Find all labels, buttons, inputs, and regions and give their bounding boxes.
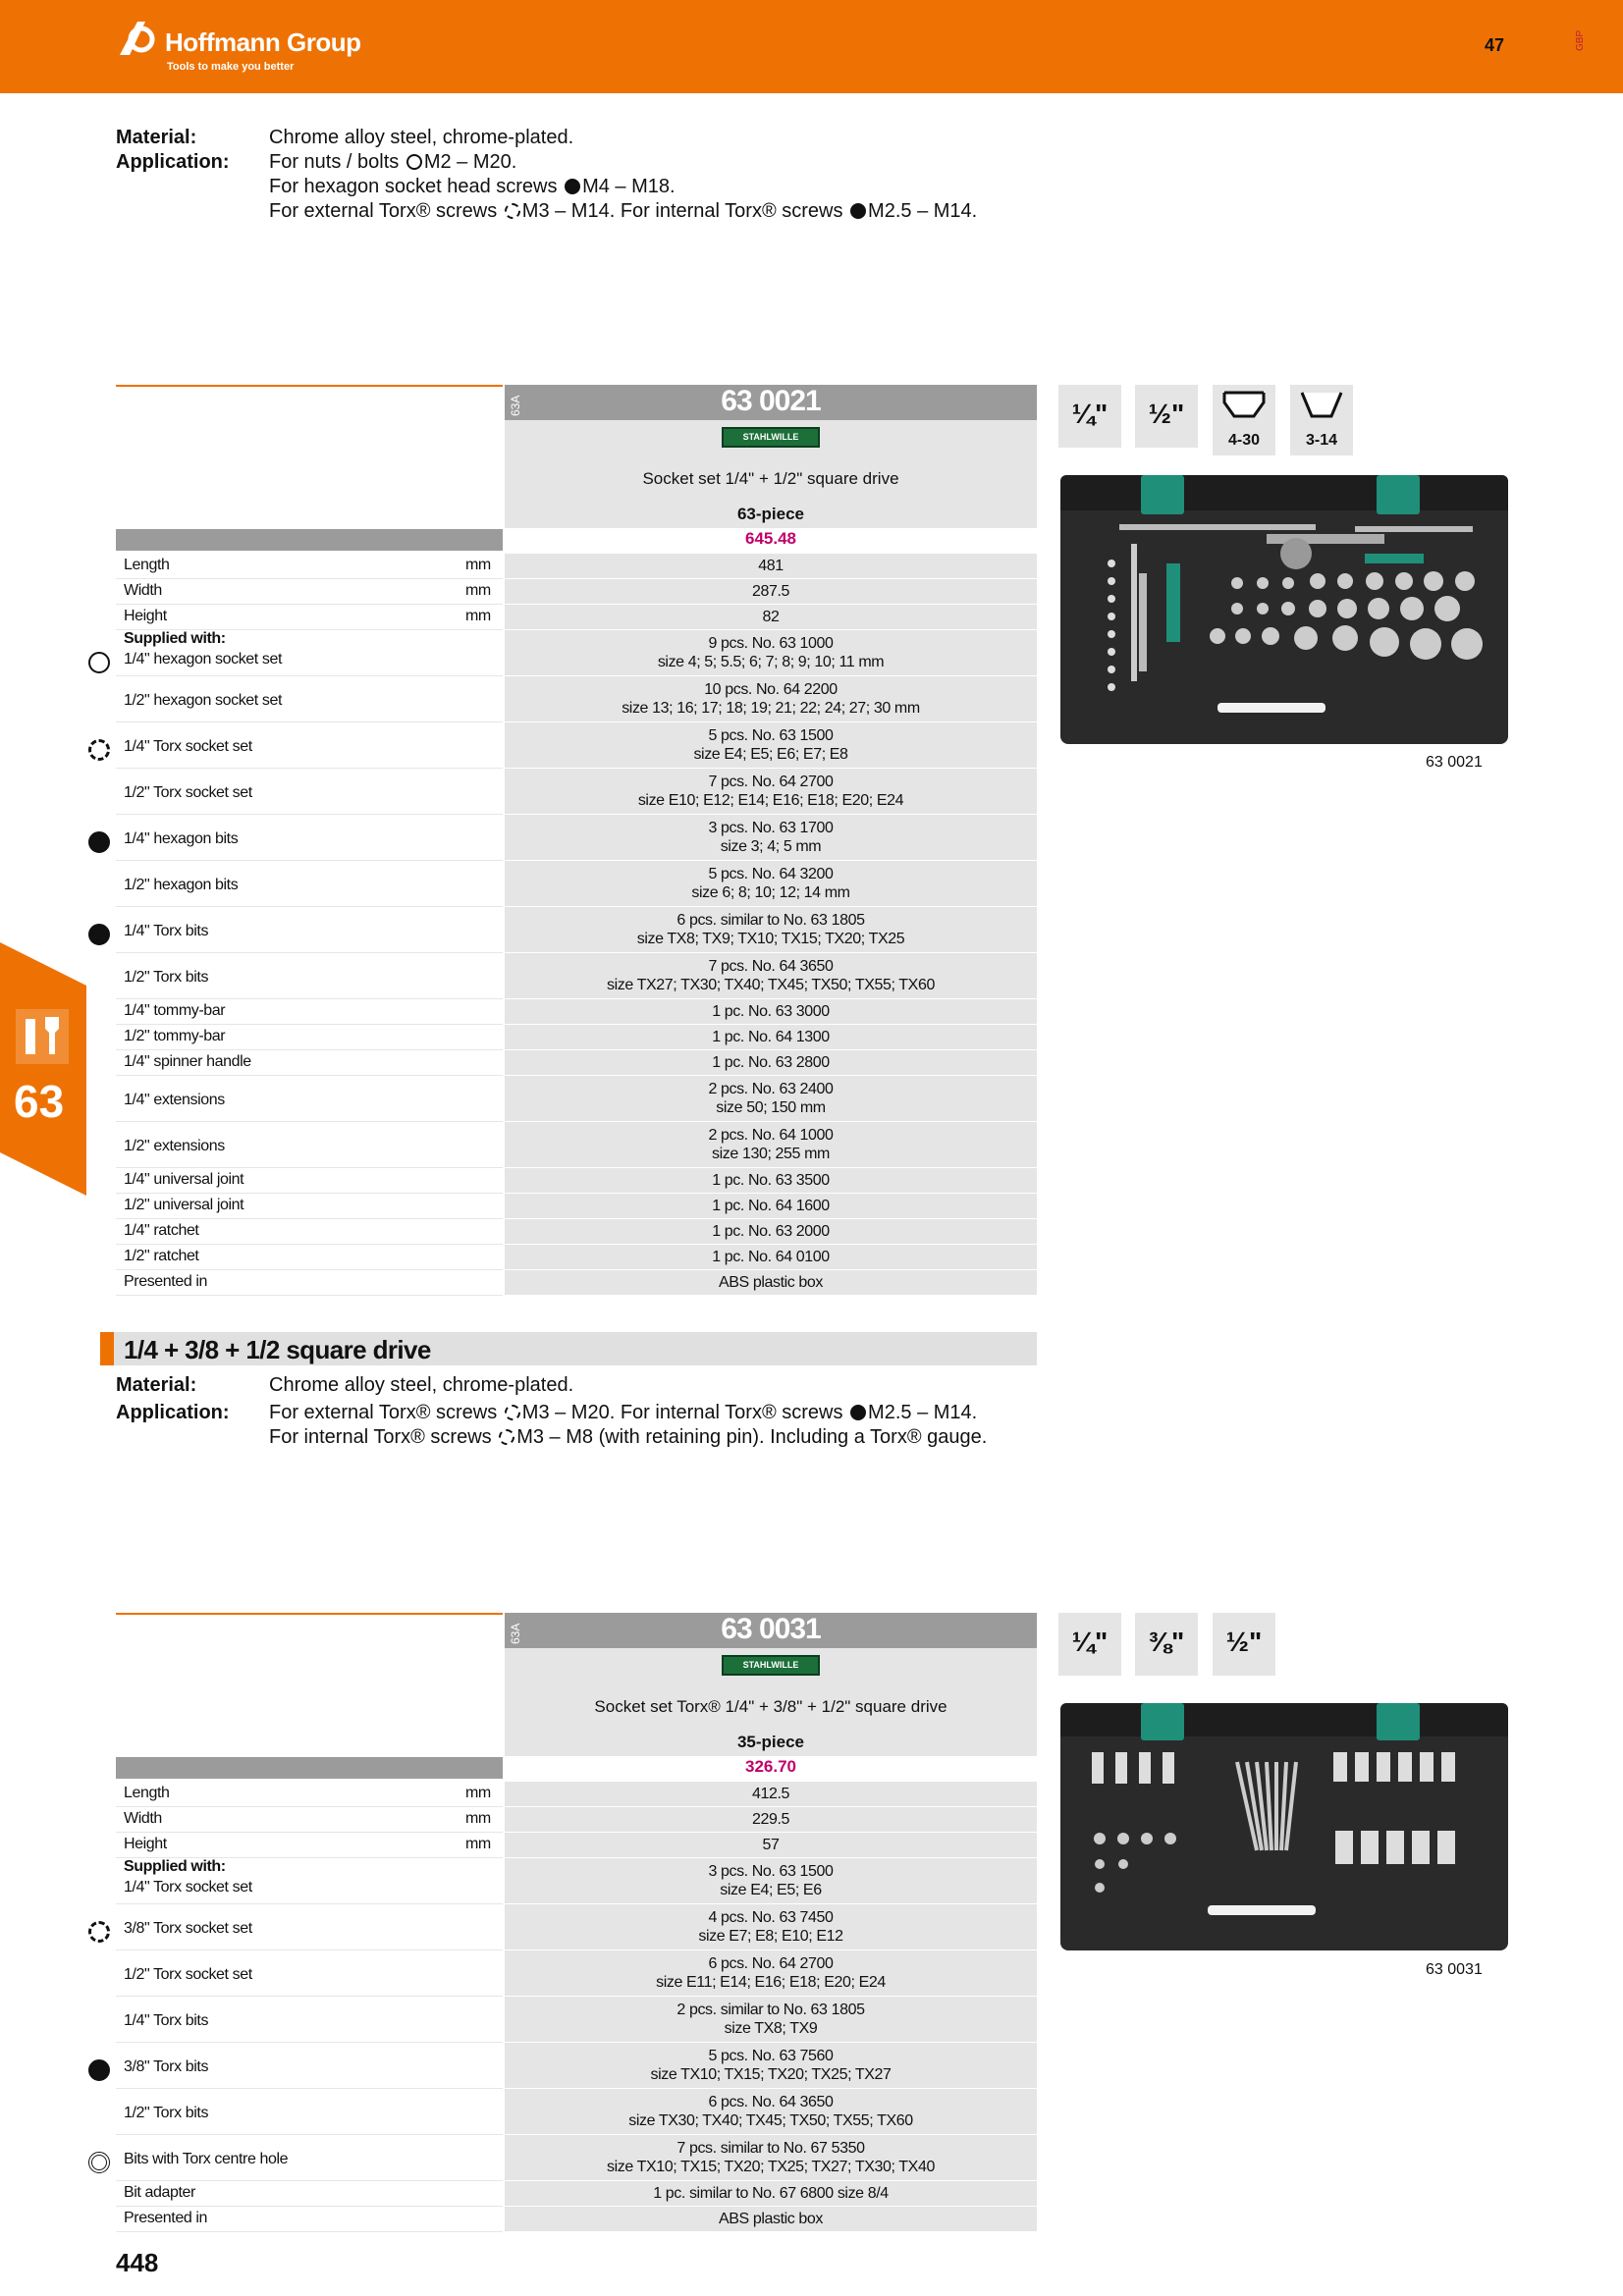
row-label: 1/4" Torx bits [124,923,209,939]
row-value-line-1: ABS plastic box [718,1274,824,1291]
row-value-line-1: 2 pcs. No. 64 1000 [708,1127,834,1144]
spec-row [116,1997,1037,2042]
row-value [505,722,1037,768]
row-value [505,630,1037,675]
chip-label: 3-14 [1305,432,1338,449]
dimension-row [116,1833,1037,1857]
price: 645.48 [745,529,796,548]
price: 326.70 [745,1757,796,1776]
row-value [505,1245,1037,1269]
section-rule [116,385,503,387]
row-left [116,605,503,630]
image-caption: 63 0021 [1426,754,1483,771]
row-label: 1/4" universal joint [124,1171,244,1188]
row-value-line-2: size TX10; TX15; TX20; TX25; TX27 [650,2066,892,2083]
row-unit: mm [465,557,491,573]
material-label: Material: [116,127,197,148]
product-image-63-0021 [1060,475,1508,744]
hex-bit-icon [1298,389,1345,422]
row-value-line-1: 6 pcs. No. 64 3650 [708,2094,834,2110]
row-value [505,1076,1037,1121]
row-label: 1/2" extensions [124,1138,225,1154]
app-text: For external Torx® screws [269,1402,498,1423]
row-value-line-2: size TX8; TX9; TX10; TX15; TX20; TX25 [636,931,905,947]
row-value [505,676,1037,721]
tool-set-illustration [1060,475,1508,744]
row-value [505,861,1037,906]
intro-block-1 [116,126,1000,234]
drive-size-chip [1058,385,1121,448]
application-line-2 [269,1425,987,1450]
torx-internal-icon [850,1405,866,1420]
row-value [505,1168,1037,1193]
row-value-line-1: 5 pcs. No. 64 3200 [708,866,834,882]
row-value [505,1194,1037,1218]
row-value-line-2: size E4; E5; E6; E7; E8 [693,746,848,763]
spec-row [116,630,1037,675]
material-value: Chrome alloy steel, chrome-plated. [269,127,574,148]
row-value-line-1: 1 pc. No. 64 1600 [712,1198,830,1214]
row-value [505,1025,1037,1049]
hex-socket-icon [88,831,110,853]
page-number-bottom: 448 [116,2248,159,2277]
row-label: 1/4" ratchet [124,1222,199,1239]
app-text: M3 – M14. For internal Torx® screws [521,200,843,222]
hex-socket-size-chip [1213,385,1275,455]
product-image-63-0031 [1060,1703,1508,1950]
row-value-line-1: 7 pcs. No. 64 3650 [708,958,834,975]
spec-row [116,2181,1037,2206]
spec-row [116,1050,1037,1075]
drive-size-chip [1135,1613,1198,1676]
row-value [505,1858,1037,1903]
row-value-line-1: 9 pcs. No. 63 1000 [708,635,834,652]
drive-size-chip [1213,1613,1275,1676]
app-text: M3 – M8 (with retaining pin). Including a Torx® gauge. [516,1426,988,1448]
app-text: M4 – M18. [582,176,676,197]
row-value-line-2: size TX27; TX30; TX40; TX45; TX50; TX55; TX60 [607,977,935,993]
row-value-line-1: 6 pcs. similar to No. 63 1805 [676,912,865,929]
application-label: Application: [116,1402,230,1423]
row-left [116,554,503,579]
chip-label: ½" [1225,1627,1263,1657]
chapter-tab [0,942,86,1196]
row-value [505,2089,1037,2134]
row-value-line-1: 3 pcs. No. 63 1500 [708,1863,834,1880]
spec-row [116,1194,1037,1218]
row-label: 1/4" hexagon socket set [124,651,283,667]
hex-nut-icon [88,652,110,673]
spec-row [116,907,1037,952]
drive-size-chip [1058,1613,1121,1676]
application-line-2 [269,175,676,199]
spec-row [116,1122,1037,1167]
row-value [505,1270,1037,1295]
row-left [116,579,503,605]
row-value-line-2: size 130; 255 mm [712,1146,830,1162]
row-left [116,1833,503,1858]
spec-row [116,999,1037,1024]
row-value-line-1: 5 pcs. No. 63 7560 [708,2048,834,2064]
hex-nut-icon [406,154,422,170]
hex-bit-size-chip [1290,385,1353,455]
section-rule [116,1613,503,1615]
brand-badge: STAHLWILLE [722,1655,820,1676]
intro-block-2 [116,1373,1000,1452]
image-caption: 63 0031 [1426,1961,1483,1978]
row-value-line-2: size TX8; TX9 [724,2020,818,2037]
row-label: 1/4" Torx socket set [124,1879,252,1896]
row-value-line-1: 3 pcs. No. 63 1700 [708,820,834,836]
application-line-1 [269,150,516,175]
catalog-code: 63A [509,395,522,416]
torx-icon [88,1921,110,1943]
supplied-with-label: Supplied with: [124,630,226,647]
row-unit: mm [465,582,491,599]
row-label: 1/2" ratchet [124,1248,199,1264]
table-header-bar [116,529,503,551]
row-value-line-1: 1 pc. No. 63 3000 [712,1003,830,1020]
row-label: 1/2" tommy-bar [124,1028,226,1044]
row-value-line-2: size E7; E8; E10; E12 [698,1928,843,1945]
spec-row [116,1219,1037,1244]
table-header-bar [116,1757,503,1779]
row-unit: mm [465,1785,491,1801]
row-label: 3/8" Torx socket set [124,1920,252,1937]
row-value-line-1: 1 pc. No. 64 1300 [712,1029,830,1045]
application-label: Application: [116,151,230,173]
spec-row [116,1076,1037,1121]
app-text: For internal Torx® screws [269,1426,492,1448]
row-label: 1/4" Torx bits [124,2012,209,2029]
page-number-top: 47 [1485,35,1505,55]
row-value-line-1: 10 pcs. No. 64 2200 [704,681,838,698]
chapter-number: 63 [14,1076,65,1127]
row-value [505,999,1037,1024]
row-label: 1/2" Torx bits [124,2105,209,2121]
row-label: Bits with Torx centre hole [124,2151,289,2167]
row-label: 1/2" hexagon socket set [124,692,283,709]
row-value-line-2: size TX10; TX15; TX20; TX25; TX27; TX30; TX40 [607,2159,935,2175]
spec-row [116,1168,1037,1193]
torx-external-icon [505,203,520,219]
spec-row [116,2207,1037,2231]
row-value-line-1: 1 pc. No. 63 2000 [712,1223,830,1240]
spec-row [116,2135,1037,2180]
row-value-line-1: 1 pc. similar to No. 67 6800 size 8/4 [653,2185,889,2202]
hex-socket-icon [88,2059,110,2081]
hex-socket-icon [565,179,580,194]
row-label: 1/4" tommy-bar [124,1002,226,1019]
row-value: 287.5 [505,579,1037,604]
row-label: Width [124,582,162,599]
row-value-line-1: 2 pcs. No. 63 2400 [708,1081,834,1097]
spec-row [116,1245,1037,1269]
row-value-line-1: 7 pcs. No. 64 2700 [708,774,834,790]
row-value-line-2: size TX30; TX40; TX45; TX50; TX55; TX60 [628,2112,913,2129]
chip-label: ¼" [1071,1627,1109,1657]
row-value: 229.5 [505,1807,1037,1832]
app-text: M2 – M20. [423,151,517,173]
article-number: 63 0021 [721,385,821,417]
spec-row [116,1904,1037,1949]
spec-row [116,1858,1037,1903]
row-label: Bit adapter [124,2184,195,2201]
row-value [505,1904,1037,1949]
row-value [505,2043,1037,2088]
row-value-line-2: size 6; 8; 10; 12; 14 mm [691,884,850,901]
spec-row [116,769,1037,814]
row-label: 1/4" extensions [124,1092,225,1108]
row-value-line-1: 4 pcs. No. 63 7450 [708,1909,834,1926]
chip-label: 4-30 [1227,432,1261,449]
dimension-row [116,605,1037,629]
row-label: 1/2" universal joint [124,1197,244,1213]
material-label: Material: [116,1374,197,1396]
spec-row [116,2043,1037,2088]
row-value-line-1: 1 pc. No. 63 3500 [712,1172,830,1189]
row-value-line-2: size 4; 5; 5.5; 6; 7; 8; 9; 10; 11 mm [657,654,885,670]
spec-row [116,676,1037,721]
row-label: Length [124,557,170,573]
region-label: GBP [1575,29,1586,51]
dimension-row [116,554,1037,578]
row-value-line-1: 7 pcs. similar to No. 67 5350 [676,2140,865,2157]
row-label: 1/2" Torx bits [124,969,209,986]
row-value [505,1997,1037,2042]
chip-label: ¼" [1071,399,1109,429]
row-label: 1/2" hexagon bits [124,877,239,893]
row-value [505,2135,1037,2180]
row-value-line-1: 5 pcs. No. 63 1500 [708,727,834,744]
row-left [116,1807,503,1833]
spec-row [116,1950,1037,1996]
material-value: Chrome alloy steel, chrome-plated. [269,1374,574,1396]
hoffmann-logo-icon [116,18,161,59]
row-value: 57 [505,1833,1037,1857]
row-value [505,769,1037,814]
row-value [505,1122,1037,1167]
row-value: 412.5 [505,1782,1037,1806]
row-value-line-2: size 50; 150 mm [716,1099,826,1116]
row-left [116,1782,503,1807]
hex-socket-icon [88,924,110,945]
drive-size-chip [1135,385,1198,448]
row-value [505,1950,1037,1996]
app-text: For external Torx® screws [269,200,498,222]
row-value [505,815,1037,860]
row-value-line-1: 2 pcs. similar to No. 63 1805 [676,2002,865,2018]
torx-pin-icon [499,1429,514,1445]
row-label: Height [124,608,167,624]
app-text: For nuts / bolts [269,151,400,173]
row-label: Presented in [124,2210,208,2226]
row-label: Width [124,1810,162,1827]
row-value: 481 [505,554,1037,578]
brand-tagline: Tools to make you better [167,61,295,73]
chip-label: ⅜" [1148,1627,1185,1657]
row-value-line-2: size E11; E14; E16; E18; E20; E24 [656,1974,886,1991]
row-label: Height [124,1836,167,1852]
row-value [505,953,1037,998]
row-value-line-2: size 13; 16; 17; 18; 19; 21; 22; 24; 27; 30 mm [622,700,920,717]
subsection-accent [100,1332,114,1365]
spec-row [116,953,1037,998]
row-value-line-2: size E10; E12; E14; E16; E18; E20; E24 [637,792,904,809]
row-value [505,907,1037,952]
tool-category-icon [16,1009,69,1064]
row-value-line-2: size E4; E5; E6 [720,1882,822,1898]
app-text: M2.5 – M14. [868,1402,978,1423]
row-label: Presented in [124,1273,208,1290]
row-value: 82 [505,605,1037,629]
row-label: 3/8" Torx bits [124,2058,209,2075]
piece-count: 63-piece [736,505,805,523]
app-text: M3 – M20. For internal Torx® screws [521,1402,843,1423]
row-label: 1/4" hexagon bits [124,830,239,847]
app-text: M2.5 – M14. [868,200,978,222]
spec-row [116,815,1037,860]
spec-row [116,861,1037,906]
row-label: Length [124,1785,170,1801]
row-value-line-1: ABS plastic box [718,2211,824,2227]
row-value [505,1219,1037,1244]
dimension-row [116,1782,1037,1806]
row-unit: mm [465,608,491,624]
row-unit: mm [465,1836,491,1852]
product-description: Socket set Torx® 1/4" + 3/8" + 1/2" square drive [594,1697,947,1716]
row-value [505,2207,1037,2231]
spec-row [116,1270,1037,1295]
row-label: 1/2" Torx socket set [124,784,252,801]
row-value-line-1: 1 pc. No. 63 2800 [712,1054,830,1071]
catalog-code: 63A [509,1623,522,1644]
row-label: 1/4" Torx socket set [124,738,252,755]
chip-label: ½" [1148,399,1185,429]
row-value-line-1: 6 pcs. No. 64 2700 [708,1955,834,1972]
row-label: 1/2" Torx socket set [124,1966,252,1983]
brand-name: Hoffmann Group [165,27,361,57]
hex-socket-icon [1220,389,1268,422]
row-value [505,2181,1037,2206]
row-label: 1/4" spinner handle [124,1053,251,1070]
brand-badge: STAHLWILLE [722,427,820,448]
row-value [505,1050,1037,1075]
spec-row [116,2089,1037,2134]
product-description: Socket set 1/4" + 1/2" square drive [642,469,899,488]
dimension-row [116,579,1037,604]
supplied-with-label: Supplied with: [124,1858,226,1875]
row-value-line-2: size 3; 4; 5 mm [720,838,822,855]
tool-set-illustration [1060,1703,1508,1950]
piece-count: 35-piece [736,1733,805,1751]
subsection-title: 1/4 + 3/8 + 1/2 square drive [124,1335,431,1364]
row-value-line-1: 1 pc. No. 64 0100 [712,1249,830,1265]
torx-internal-icon [850,203,866,219]
app-text: For hexagon socket head screws [269,176,558,197]
article-number: 63 0031 [721,1613,821,1645]
dimension-row [116,1807,1037,1832]
torx-external-icon [505,1405,520,1420]
torx-icon [88,739,110,761]
spec-row [116,722,1037,768]
application-line-3 [269,199,977,224]
application-line-1 [269,1401,977,1425]
spec-row [116,1025,1037,1049]
row-unit: mm [465,1810,491,1827]
torx-pin-icon [88,2152,110,2173]
